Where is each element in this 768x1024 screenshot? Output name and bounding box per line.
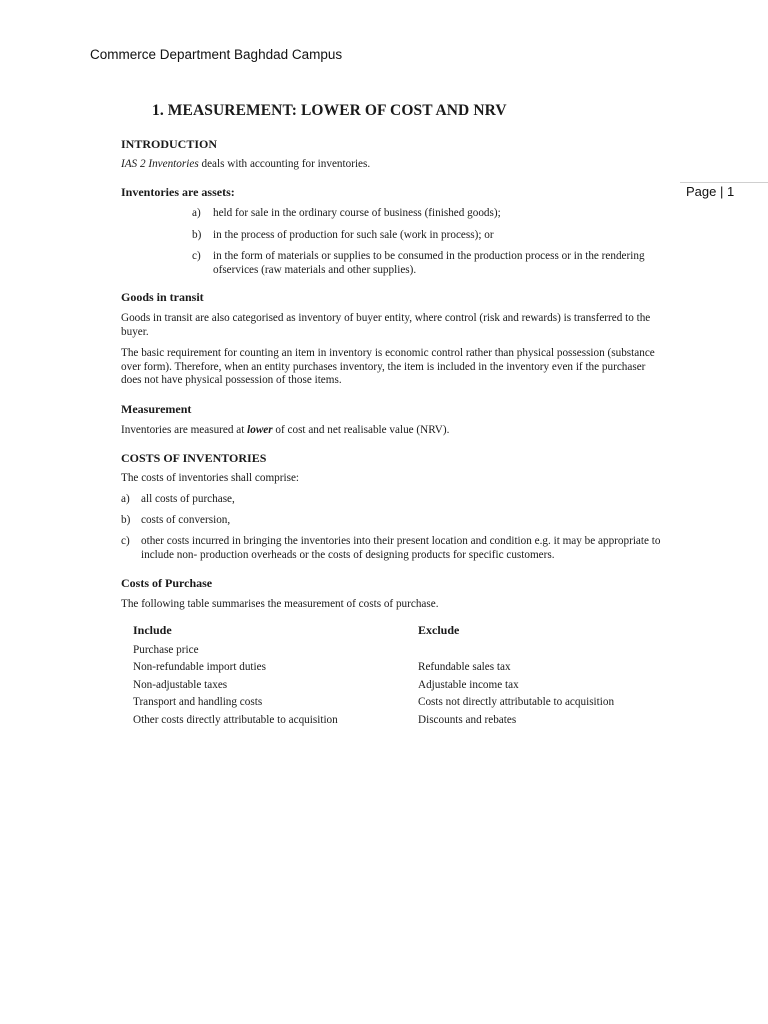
- measurement-text-pre: Inventories are measured at: [121, 424, 248, 436]
- exclude-item: Discounts and rebates: [418, 714, 517, 726]
- intro-heading: INTRODUCTION: [121, 137, 218, 151]
- exclude-item: Adjustable income tax: [418, 679, 519, 691]
- costs-heading: COSTS OF INVENTORIES: [121, 451, 267, 465]
- costs-item-label: c): [121, 535, 130, 547]
- transit-paragraph-1: Goods in transit are also categorised as inventory of buyer entity, where control (risk and rewards) is transferred to the buyer.: [121, 312, 651, 338]
- intro-text-rest: deals with accounting for inventories.: [198, 158, 371, 170]
- include-item: Transport and handling costs: [133, 696, 263, 708]
- assets-item-text: in the form of materials or supplies to be consumed in the production process or in the rendering ofservices (raw materials and other supplies).: [213, 250, 645, 276]
- assets-item-label: a): [192, 207, 201, 219]
- transit-heading: Goods in transit: [121, 290, 204, 304]
- costs-item-text: other costs incurred in bringing the inventories into their present location and condition e.g. it may be appropriate to include non- production overheads or the costs of designing products for specific customers.: [141, 535, 661, 561]
- measurement-heading: Measurement: [121, 402, 192, 416]
- include-item: Non-adjustable taxes: [133, 679, 228, 691]
- assets-item-label: c): [192, 250, 201, 262]
- include-item: Non-refundable import duties: [133, 661, 266, 673]
- include-column-header: Include: [133, 623, 172, 637]
- costs-item-label: b): [121, 514, 131, 526]
- assets-item-label: b): [192, 229, 202, 241]
- document-header: Commerce Department Baghdad Campus: [90, 47, 343, 62]
- costs-item-text: costs of conversion,: [141, 514, 231, 526]
- measurement-text: [121, 424, 666, 438]
- exclude-item: Costs not directly attributable to acquisition: [418, 696, 615, 708]
- measurement-text-post: of cost and net realisable value (NRV).: [272, 424, 450, 436]
- costs-item-label: a): [121, 493, 130, 505]
- assets-item-text: held for sale in the ordinary course of business (finished goods);: [213, 207, 501, 219]
- intro-text: [121, 158, 666, 172]
- intro-standard-name: IAS 2 Inventories: [121, 158, 199, 170]
- page-number-rule: [680, 182, 768, 183]
- exclude-item: Refundable sales tax: [418, 661, 511, 673]
- transit-paragraph-2: The basic requirement for counting an item in inventory is economic control rather than physical possession (substance over form). Therefore, when an entity purchases inventory, the item is included in the inventory even if the purchaser does not have physical possession of those items.: [121, 347, 655, 387]
- assets-item-text: in the process of production for such sale (work in process); or: [213, 229, 494, 241]
- purchase-lead: The following table summarises the measurement of costs of purchase.: [121, 598, 439, 610]
- costs-item-text: all costs of purchase,: [141, 493, 235, 505]
- purchase-heading: Costs of Purchase: [121, 576, 213, 590]
- exclude-column-header: Exclude: [418, 623, 460, 637]
- measurement-emphasis: lower: [247, 424, 273, 436]
- costs-lead: The costs of inventories shall comprise:: [121, 472, 300, 484]
- section-title: 1. MEASUREMENT: LOWER OF COST AND NRV: [152, 102, 507, 119]
- include-item: Other costs directly attributable to acquisition: [133, 714, 338, 726]
- page-number: Page | 1: [686, 184, 735, 199]
- include-item: Purchase price: [133, 644, 199, 656]
- assets-heading: Inventories are assets:: [121, 185, 235, 199]
